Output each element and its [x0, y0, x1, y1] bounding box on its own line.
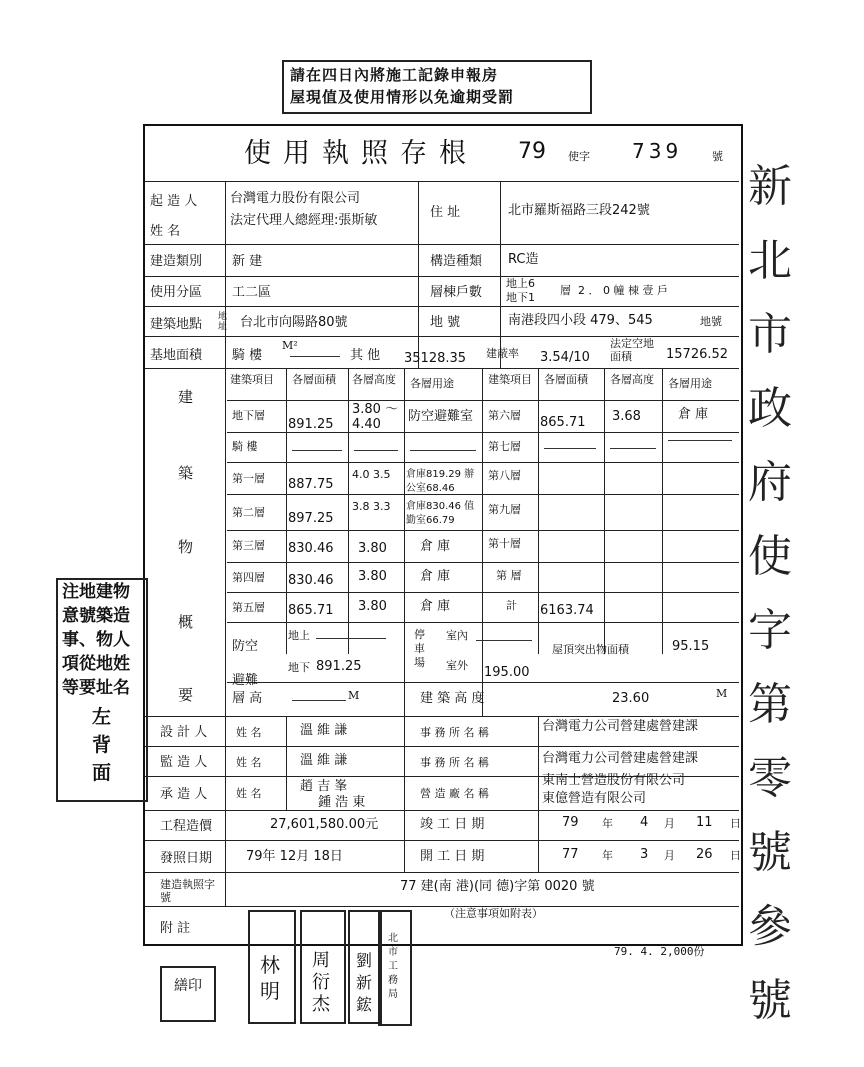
label-basement: 地下層 — [232, 409, 265, 422]
col-items: 建築項目 — [230, 373, 274, 386]
label-lot: 地 號 — [430, 315, 461, 330]
f1-height: 4.0 3.5 — [352, 468, 391, 481]
label-shelter-above: 地上 — [288, 629, 310, 642]
form-title: 使用執照存根 — [244, 138, 478, 169]
col-items-2: 建築項目 — [488, 373, 532, 386]
label-other: 其 他 — [350, 348, 381, 363]
label-f10: 第十層 — [488, 537, 521, 550]
label-f3: 第三層 — [232, 539, 265, 552]
value-zone: 工二區 — [232, 285, 272, 300]
f3-area: 830.46 — [288, 541, 334, 556]
stamp-lin-text: 林明 — [260, 953, 280, 1003]
parking-outdoor: 195.00 — [484, 665, 530, 680]
label-f5: 第五層 — [232, 601, 265, 614]
finish-month: 4 — [640, 815, 649, 830]
label-designer: 設 計 人 — [160, 725, 208, 740]
value-structure: RC造 — [508, 252, 539, 267]
col-area-2: 各層面積 — [544, 373, 588, 386]
left-note-box — [56, 578, 148, 802]
label-supervisor-office: 事 務 所 名 稱 — [420, 756, 489, 769]
value-other-area: 35128.35 — [404, 351, 467, 366]
label-f4: 第四層 — [232, 571, 265, 584]
top-notice-line-1: 請在四日內將施工記錄申報房 — [290, 66, 499, 84]
f2-area: 897.25 — [288, 511, 334, 526]
title-number: 739 — [632, 139, 683, 163]
title-year: 79 — [518, 139, 546, 164]
supervisor-name: 溫 維 謙 — [300, 753, 348, 768]
label-indoor: 室內 — [446, 629, 468, 642]
title-suffix: 號 — [712, 150, 723, 163]
finish-day: 11 — [696, 815, 713, 830]
value-legal-open: 15726.52 — [666, 347, 729, 362]
label-parking: 停車場 — [414, 628, 425, 669]
stamp-liu-text: 劉新鋐 — [356, 951, 373, 1014]
label-f1: 第一層 — [232, 472, 265, 485]
label-area: 基地面積 — [150, 348, 203, 363]
label-total: 計 — [506, 599, 517, 612]
label-shelter: 防空避難 — [232, 639, 259, 688]
f3-height: 3.80 — [358, 541, 387, 556]
unit-building-height: M — [716, 687, 728, 700]
value-applicant-2: 法定代理人總經理:張斯敏 — [230, 213, 378, 228]
value-lot: 南港段四小段 479、545 — [508, 313, 653, 328]
basement-use: 防空避難室 — [408, 409, 474, 424]
remarks-note: （注意事項如附表） — [444, 907, 543, 920]
footer-print-info: 79. 4. 2,000份 — [614, 945, 705, 958]
value-site: 台北市向陽路80號 — [240, 315, 348, 330]
label-supervisor-name: 姓 名 — [236, 756, 262, 769]
f1-use: 倉庫819.29 辦公室68.46 — [406, 469, 475, 494]
label-floors: 層棟戶數 — [430, 285, 483, 300]
contractor-firm-1: 東南士營造股份有限公司 — [542, 773, 686, 788]
unit-arcade: M² — [282, 339, 298, 352]
section-label-5: 要 — [178, 686, 194, 704]
label-designer-office: 事 務 所 名 稱 — [420, 726, 489, 739]
f4-area: 830.46 — [288, 573, 334, 588]
building-height: 23.60 — [612, 691, 650, 706]
label-fn: 第 層 — [496, 569, 522, 582]
start-month-unit: 月 — [664, 849, 675, 862]
roof-area: 95.15 — [672, 639, 710, 654]
value-build-type: 新 建 — [232, 254, 263, 269]
value-floors-below: 地下1 — [506, 291, 535, 304]
label-zone: 使用分區 — [150, 285, 203, 300]
label-permit-number: 建造執照字號 — [160, 878, 215, 904]
start-year-unit: 年 — [602, 849, 613, 862]
left-note-5: 等要址名 — [62, 678, 130, 698]
col-use-2: 各層用途 — [668, 377, 712, 390]
left-note-7: 背 — [92, 734, 112, 756]
stamp-lin — [248, 910, 296, 1024]
label-storey-height: 層 高 — [232, 691, 263, 706]
start-year: 77 — [562, 847, 579, 862]
left-note-1: 注地建物 — [62, 582, 130, 602]
label-site-small: 地址 — [218, 312, 228, 332]
permit-number: 77 建(南 港)(同 德)字第 0020 號 — [400, 879, 595, 894]
stamp-zhou-text: 周衍杰 — [312, 950, 330, 1015]
supervisor-office: 台灣電力公司營建處營建課 — [542, 751, 699, 766]
basement-area: 891.25 — [288, 417, 334, 432]
section-label-4: 概 — [178, 613, 194, 631]
label-build-type: 建造類別 — [150, 254, 203, 269]
label-f7: 第七層 — [488, 440, 521, 453]
stamp-seal — [160, 966, 216, 1022]
col-height-2: 各層高度 — [610, 373, 654, 386]
f3-use: 倉 庫 — [420, 539, 451, 554]
label-remarks: 附 註 — [160, 921, 191, 936]
label-name: 姓 名 — [150, 224, 181, 239]
value-address: 北市羅斯福路三段242號 — [508, 203, 650, 218]
contractor-name-1: 趙 吉 峯 — [300, 779, 348, 794]
label-f2: 第二層 — [232, 506, 265, 519]
label-site: 建築地點 — [150, 317, 203, 332]
f2-use: 倉庫830.46 值勤室66.79 — [406, 501, 475, 526]
f5-area: 865.71 — [288, 603, 334, 618]
section-label-1: 建 — [178, 388, 194, 406]
label-f8: 第八層 — [488, 469, 521, 482]
f4-height: 3.80 — [358, 569, 387, 584]
top-notice-box — [282, 60, 592, 114]
value-applicant-1: 台灣電力股份有限公司 — [230, 191, 361, 206]
label-building-height: 建 築 高 度 — [420, 691, 485, 706]
finish-day-unit: 日 — [730, 817, 741, 830]
label-contractor-name: 姓 名 — [236, 787, 262, 800]
label-f9: 第九層 — [488, 503, 521, 516]
f5-use: 倉 庫 — [420, 599, 451, 614]
label-finish-date: 竣 工 日 期 — [420, 817, 485, 832]
shelter-below-area: 891.25 — [316, 659, 362, 674]
left-note-4: 項從地姓 — [62, 654, 130, 674]
start-day-unit: 日 — [730, 849, 741, 862]
left-note-6: 左 — [92, 706, 112, 728]
stamp-bureau — [378, 910, 412, 1026]
top-notice-line-2: 屋現值及使用情形以免逾期受罰 — [290, 88, 515, 106]
designer-office: 台灣電力公司營建處營建課 — [542, 719, 699, 734]
label-issue-date: 發照日期 — [160, 851, 213, 866]
f1-area: 887.75 — [288, 477, 334, 492]
label-start-date: 開 工 日 期 — [420, 849, 485, 864]
col-height: 各層高度 — [352, 373, 396, 386]
label-structure: 構造種類 — [430, 254, 483, 269]
value-lot-suffix: 地號 — [700, 315, 722, 328]
finish-month-unit: 月 — [664, 817, 675, 830]
stamp-zhou — [300, 910, 346, 1024]
f4-use: 倉 庫 — [420, 569, 451, 584]
f5-height: 3.80 — [358, 599, 387, 614]
label-designer-name: 姓 名 — [236, 726, 262, 739]
f6-height: 3.68 — [612, 409, 641, 424]
label-supervisor: 監 造 人 — [160, 755, 208, 770]
value-coverage: 3.54/10 — [540, 350, 590, 365]
title-word: 使字 — [568, 150, 590, 163]
label-f6: 第六層 — [488, 409, 521, 422]
label-address: 住 址 — [430, 205, 461, 220]
finish-year: 79 — [562, 815, 579, 830]
right-margin-text: 新北市政府使字第零號參號 — [748, 161, 792, 1026]
start-month: 3 — [640, 847, 649, 862]
f6-area: 865.71 — [540, 415, 586, 430]
value-floors-rest: 2 ． 0 幢 棟 壹 戶 — [578, 284, 668, 297]
label-cost: 工程造價 — [160, 819, 213, 834]
stamp-seal-text: 繕印 — [174, 978, 202, 994]
total-area: 6163.74 — [540, 603, 594, 618]
f2-height: 3.8 3.3 — [352, 500, 391, 513]
label-contractor-firm: 營 造 廠 名 稱 — [420, 787, 489, 800]
value-floors-above: 地上6 — [506, 277, 535, 290]
col-use: 各層用途 — [410, 377, 454, 390]
label-arcade-row: 騎 樓 — [232, 440, 258, 453]
designer-name: 溫 維 謙 — [300, 723, 348, 738]
issue-date: 79年 12月 18日 — [246, 849, 343, 864]
col-area: 各層面積 — [292, 373, 336, 386]
label-contractor: 承 造 人 — [160, 787, 208, 802]
value-floors-unit: 層 — [560, 284, 571, 297]
f6-use: 倉 庫 — [678, 407, 709, 422]
label-outdoor: 室外 — [446, 659, 468, 672]
section-label-2: 築 — [178, 464, 194, 482]
finish-year-unit: 年 — [602, 817, 613, 830]
label-arcade: 騎 樓 — [232, 348, 263, 363]
start-day: 26 — [696, 847, 713, 862]
label-applicant: 起 造 人 — [150, 194, 198, 209]
contractor-name-2: 鍾 浩 東 — [318, 795, 366, 810]
label-roof: 屋頂突出物面積 — [552, 643, 629, 656]
label-shelter-below: 地下 — [288, 661, 310, 674]
label-legal-open: 法定空地面積 — [610, 337, 654, 363]
left-note-3: 事、物人 — [62, 630, 130, 650]
unit-storey-height: M — [348, 689, 360, 702]
stamp-liu — [348, 910, 382, 1024]
stamp-bureau-text: 北市工務局 — [388, 933, 398, 1000]
contractor-firm-2: 東億營造有限公司 — [542, 791, 647, 806]
cost-value: 27,601,580.00元 — [270, 817, 379, 832]
left-note-8: 面 — [92, 762, 112, 784]
basement-height: 3.80 ～4.40 — [352, 402, 399, 432]
left-note-2: 意號築造 — [62, 606, 130, 626]
label-coverage: 建蔽率 — [486, 347, 519, 360]
section-label-3: 物 — [178, 538, 194, 556]
